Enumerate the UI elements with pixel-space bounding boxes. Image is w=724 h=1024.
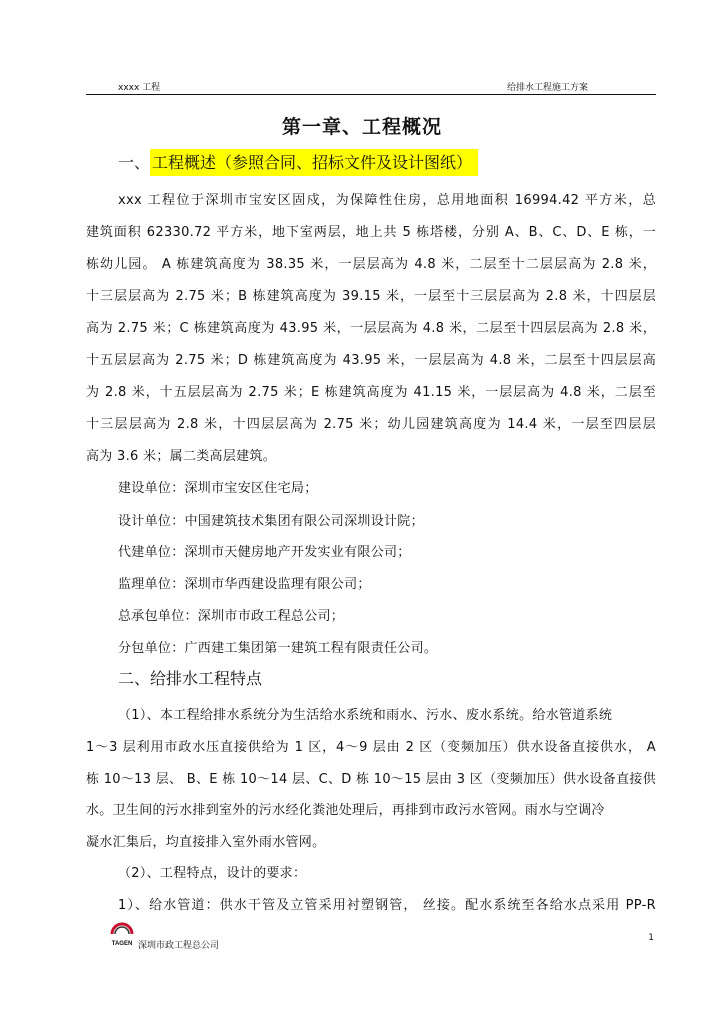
text-line: 高为 3.6 米；属二类高层建筑。 [86, 449, 277, 464]
section-number: 一、 [118, 153, 151, 172]
text-line: 为 2.8 米，十五层层高为 2.75 米；E 栋建筑高度为 41.15 米，一层层高为 4.8 米，二层至 [86, 385, 656, 400]
page-number: 1 [648, 933, 654, 943]
header-document-title: 给排水工程施工方案 [506, 83, 588, 93]
chapter-title: 第一章、工程概况 [281, 116, 442, 138]
logo-wordmark: TAGEN [111, 941, 133, 947]
footer-company-name: 深圳市政工程总公司 [138, 941, 220, 951]
text-line: 水。卫生间的污水排到室外的污水经化粪池处理后，再排到市政污水管网。雨水与空调冷 [86, 803, 605, 818]
highlighted-heading: 工程概述（参照合同、招标文件及设计图纸） [150, 149, 478, 176]
text-line: 十三层层高为 2.8 米，十四层层高为 2.75 米；幼儿园建筑高度为 14.4 米，一层至四层层 [86, 417, 656, 432]
text-line: 1）、给水管道：供水干管及立管采用衬塑钢管， 丝接。配水系统至各给水点采用 PP-R [118, 898, 656, 913]
text-line: 1～3 层利用市政水压直接供给为 1 区，4～9 层由 2 区（变频加压）供水设备直接供水， A [86, 740, 656, 755]
text-line: 建筑面积 62330.72 平方米，地下室两层，地上共 5 栋塔楼，分别 A、B、C、D、E 栋，一 [86, 225, 656, 240]
list-item: 设计单位：中国建筑技术集团有限公司深圳设计院； [118, 514, 424, 529]
list-item: 分包单位：广西建工集团第一建筑工程有限责任公司。 [118, 641, 438, 656]
section-heading-features: 二、给排水工程特点 [118, 669, 263, 688]
text-line: （1）、本工程给排水系统分为生活给水系统和雨水、污水、废水系统。给水管道系统 [118, 708, 613, 723]
text-line: 十五层层高为 2.75 米；D 栋建筑高度为 43.95 米，一层层高为 4.8 米，二层至十四层层高 [86, 353, 656, 368]
text-line: 栋幼儿园。 A 栋建筑高度为 38.35 米，一层层高为 4.8 米，二层至十二层层高为 2.8 米， [86, 257, 656, 272]
text-line: 栋 10～13 层、 B、E 栋 10～14 层、C、D 栋 10～15 层由 3 区（变频加压）供水设备直接供 [86, 772, 656, 787]
section-heading-overview [118, 150, 478, 173]
list-item: 建设单位：深圳市宝安区住宅局； [118, 481, 318, 496]
company-logo-icon [108, 920, 136, 948]
list-item: 代建单位：深圳市天健房地产开发实业有限公司； [118, 545, 411, 560]
text-line: （2）、工程特点，设计的要求： [118, 866, 307, 881]
text-line: 凝水汇集后，均直接排入室外雨水管网。 [86, 835, 326, 850]
header-project-name: xxxx 工程 [118, 83, 161, 93]
text-line: xxx 工程位于深圳市宝安区固戍，为保障性住房，总用地面积 16994.42 平方米，总 [118, 193, 656, 208]
text-line: 高为 2.75 米；C 栋建筑高度为 43.95 米，一层层高为 4.8 米，二层至十四层层高为 2.8 米， [86, 321, 656, 336]
header-rule [86, 94, 656, 95]
list-item: 监理单位：深圳市华西建设监理有限公司； [118, 577, 371, 592]
text-line: 十三层层高为 2.75 米；B 栋建筑高度为 39.15 米，一层至十三层层高为 2.8 米，十四层层 [86, 289, 656, 304]
list-item: 总承包单位：深圳市市政工程总公司； [118, 609, 345, 624]
